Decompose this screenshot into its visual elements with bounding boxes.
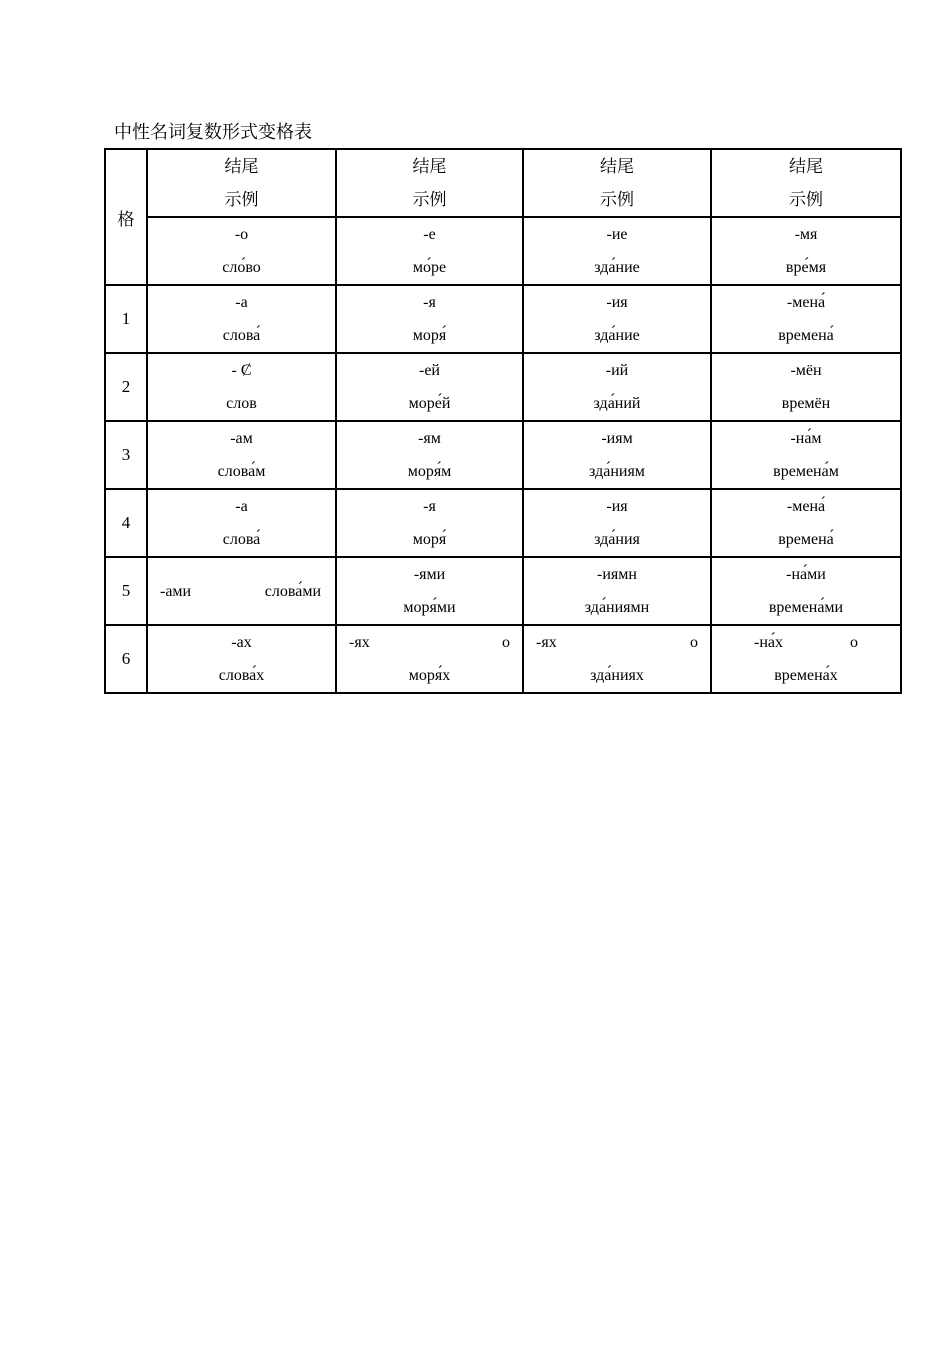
header-cell: 结尾 示例 <box>711 149 901 217</box>
table-row <box>105 557 901 625</box>
case-header: 格 <box>105 149 147 285</box>
table-cell: -мён времён <box>711 353 901 421</box>
table-cell: -на́ми времена́ми <box>711 557 901 625</box>
table-cell: -а слова́ <box>147 285 336 353</box>
case-number: 2 <box>105 353 147 421</box>
table-cell: - Ȼ слов <box>147 353 336 421</box>
table-cell: -а слова́ <box>147 489 336 557</box>
table-cell: -я моря́ <box>336 285 523 353</box>
table-row <box>105 421 901 489</box>
table-cell: -ях о моря́х <box>336 625 523 693</box>
table-cell: -ями моря́ми <box>336 557 523 625</box>
table-cell: -мена́ времена́ <box>711 489 901 557</box>
declension-table <box>104 148 902 694</box>
header-cell: 结尾 示例 <box>336 149 523 217</box>
case-number: 6 <box>105 625 147 693</box>
table-cell: -иям зда́ниям <box>523 421 711 489</box>
table-row <box>105 489 901 557</box>
singular-cell: -о сло́во <box>147 217 336 285</box>
table-cell: -ам слова́м <box>147 421 336 489</box>
table-cell: -ий зда́ний <box>523 353 711 421</box>
table-cell: -я моря́ <box>336 489 523 557</box>
table-title: 中性名词复数形式变格表 <box>114 122 312 142</box>
header-cell: 结尾 示例 <box>147 149 336 217</box>
table-row <box>105 353 901 421</box>
header-cell: 结尾 示例 <box>523 149 711 217</box>
case-number: 1 <box>105 285 147 353</box>
table-row <box>105 625 901 693</box>
table-cell: -иямн зда́ниямн <box>523 557 711 625</box>
table-cell: -ами слова́ми <box>147 557 336 625</box>
singular-cell: -мя вре́мя <box>711 217 901 285</box>
header-singular-row <box>105 217 901 285</box>
header-label-row <box>105 149 901 217</box>
table-cell: -на́м времена́м <box>711 421 901 489</box>
case-number: 3 <box>105 421 147 489</box>
table-cell: -ях о зда́ниях <box>523 625 711 693</box>
case-number: 4 <box>105 489 147 557</box>
table-cell: -ия зда́ния <box>523 489 711 557</box>
table-cell: -ей море́й <box>336 353 523 421</box>
table-cell: -на́х о времена́х <box>711 625 901 693</box>
table-row <box>105 285 901 353</box>
singular-cell: -е мо́ре <box>336 217 523 285</box>
table-cell: -ах слова́х <box>147 625 336 693</box>
case-number: 5 <box>105 557 147 625</box>
table-cell: -ям моря́м <box>336 421 523 489</box>
singular-cell: -ие зда́ние <box>523 217 711 285</box>
table-cell: -мена́ времена́ <box>711 285 901 353</box>
table-cell: -ия зда́ние <box>523 285 711 353</box>
